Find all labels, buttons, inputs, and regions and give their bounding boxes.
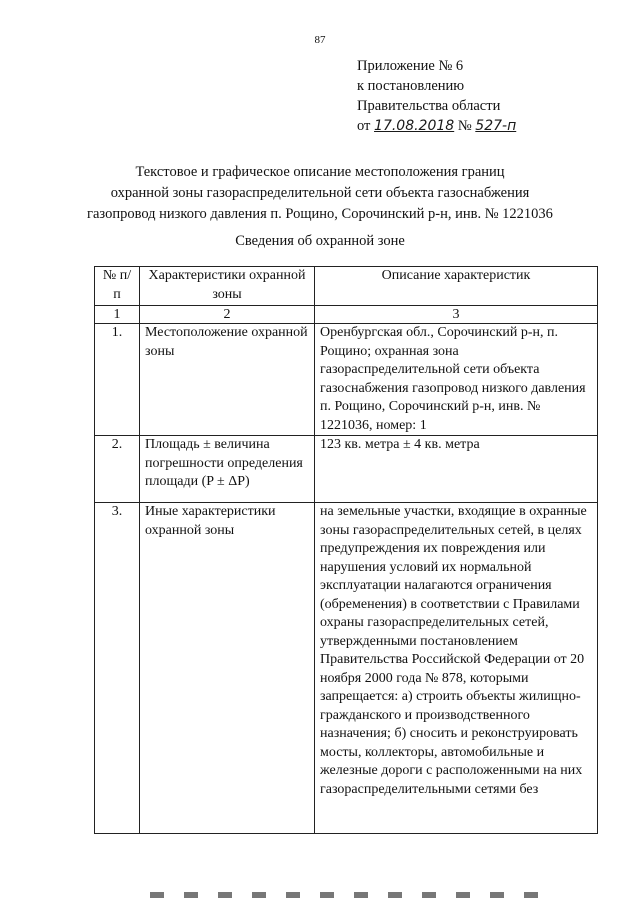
header-number: № п/п (95, 267, 140, 306)
appendix-block (357, 56, 516, 136)
handwritten-date: 17.08.2018 (374, 118, 455, 134)
row-number: 1. (95, 324, 140, 436)
appendix-line-1: Приложение № 6 (357, 58, 464, 74)
handwritten-number: 527-п (475, 118, 517, 134)
row-description: на земельные участки, входящие в охранные зоны газораспределительных сетей, в целях предупреждения их повреждения или нарушения условий их нормальной эксплуатации налагаются ограничения (обременения) в соответствии с Правилами охраны газораспределительных сетей, утвержденными постановлением Правительства Российской Федерации от 20 ноября 2000 года № 878, которыми запрещается: а) строить объекты жилищно-гражданского и производственного назначения; б) сносить и реконструировать мосты, коллекторы, автомобильные и железные дороги с расположенными на них газораспределительными сетями без (315, 503, 598, 834)
title-line-2: охранной зоны газораспределительной сети объекта газоснабжения (110, 185, 530, 201)
document-title (0, 162, 640, 225)
index-cell: 3 (315, 306, 598, 324)
zone-info-table (94, 266, 598, 834)
row-characteristic: Местоположение охранной зоны (140, 324, 315, 436)
table-index-row (95, 306, 598, 324)
title-line-3: газопровод низкого давления п. Рощино, Сорочинский р-н, инв. № 1221036 (87, 206, 553, 222)
date-prefix: от (357, 118, 371, 134)
number-sign: № (457, 118, 472, 134)
table-header-row (95, 267, 598, 306)
row-description: 123 кв. метра ± 4 кв. метра (315, 436, 598, 503)
header-description: Описание характеристик (315, 267, 598, 306)
appendix-line-3: Правительства области (357, 98, 501, 114)
title-line-1: Текстовое и графическое описание местоположения границ (135, 164, 505, 180)
row-number: 2. (95, 436, 140, 503)
row-number: 3. (95, 503, 140, 834)
row-characteristic: Площадь ± величина погрешности определения площади (P ± ΔP) (140, 436, 315, 503)
header-characteristics: Характеристики охранной зоны (140, 267, 315, 306)
appendix-line-2: к постановлению (357, 78, 465, 94)
table-row (95, 324, 598, 436)
row-characteristic: Иные характеристики охранной зоны (140, 503, 315, 834)
index-cell: 1 (95, 306, 140, 324)
table-row (95, 436, 598, 503)
index-cell: 2 (140, 306, 315, 324)
section-title: Сведения об охранной зоне (235, 233, 405, 249)
page-number: 87 (314, 34, 326, 46)
table-row (95, 503, 598, 834)
row-description: Оренбургская обл., Сорочинский р-н, п. Рощино; охранная зона газораспределительной сети объекта газоснабжения газопровод низкого давления п. Рощино, Сорочинский р-н, инв. № 1221036, номер: 1 (315, 324, 598, 436)
appendix-date-line (357, 116, 516, 136)
footer-stamp-marks (150, 885, 590, 891)
